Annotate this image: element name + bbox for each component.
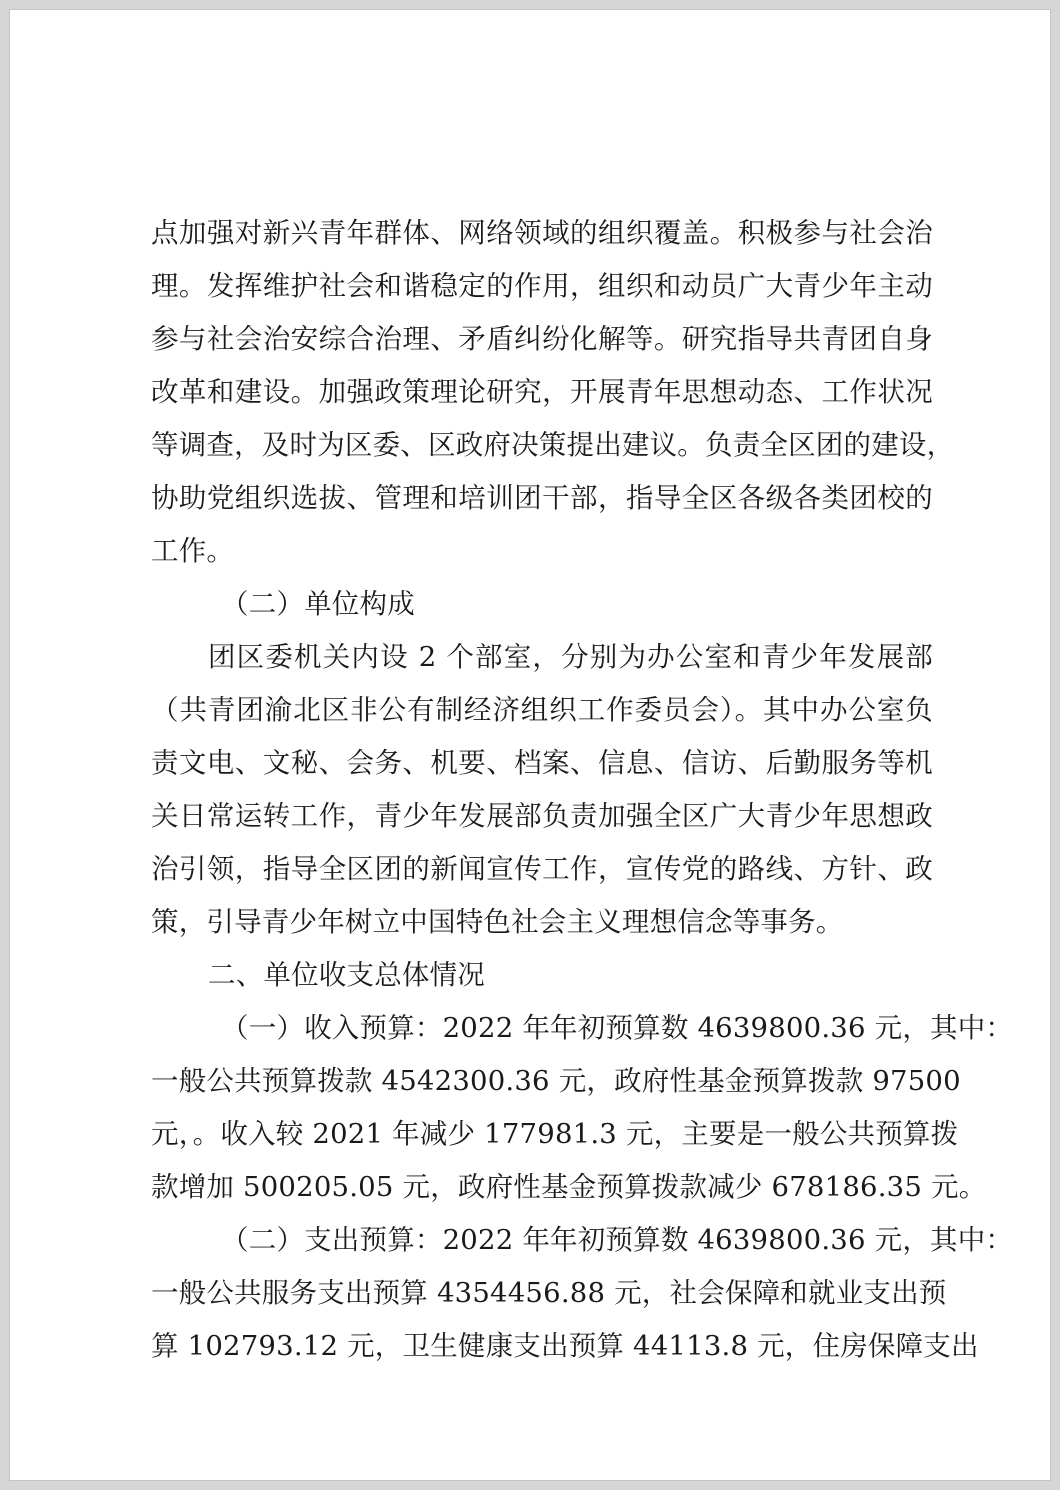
text-line: （二）支出预算：2022 年年初预算数 4639800.36 元，其中： — [221, 1224, 1014, 1256]
text-line: 参与社会治安综合治理、矛盾纠纷化解等。研究指导共青团自身 — [151, 323, 933, 355]
text-line: 一般公共服务支出预算 4354456.88 元，社会保障和就业支出预 — [151, 1277, 947, 1309]
text-line: 关日常运转工作，青少年发展部负责加强全区广大青少年思想政 — [151, 800, 933, 832]
text-line: 责文电、文秘、会务、机要、档案、信息、信访、后勤服务等机 — [151, 747, 933, 779]
text-line: 策，引导青少年树立中国特色社会主义理想信念等事务。 — [151, 906, 844, 938]
text-line: 等调查，及时为区委、区政府决策提出建议。负责全区团的建设， — [151, 429, 955, 461]
text-line: 款增加 500205.05 元，政府性基金预算拨款减少 678186.35 元。 — [151, 1171, 987, 1203]
text-line: 团区委机关内设 2 个部室，分别为办公室和青少年发展部 — [208, 641, 933, 673]
text-line: 治引领，指导全区团的新闻宣传工作，宣传党的路线、方针、政 — [151, 853, 933, 885]
text-line: （共青团渝北区非公有制经济组织工作委员会）。其中办公室负 — [151, 694, 933, 726]
text-line: 算 102793.12 元，卫生健康支出预算 44113.8 元，住房保障支出 — [151, 1330, 979, 1362]
section-heading: 二、单位收支总体情况 — [208, 959, 485, 991]
document-body — [151, 207, 1014, 1373]
text-line: 点加强对新兴青年群体、网络领域的组织覆盖。积极参与社会治 — [151, 217, 933, 249]
section-heading: （二）单位构成 — [221, 588, 415, 620]
text-line: 理。发挥维护社会和谐稳定的作用，组织和动员广大青少年主动 — [151, 270, 933, 302]
text-line: 改革和建设。加强政策理论研究，开展青年思想动态、工作状况 — [151, 376, 933, 408]
text-line: 元，。收入较 2021 年减少 177981.3 元，主要是一般公共预算拨 — [151, 1118, 959, 1150]
text-line: 协助党组织选拔、管理和培训团干部，指导全区各级各类团校的 — [151, 482, 933, 514]
text-line: （一）收入预算：2022 年年初预算数 4639800.36 元，其中： — [221, 1012, 1014, 1044]
document-page — [10, 10, 1050, 1480]
text-line: 一般公共预算拨款 4542300.36 元，政府性基金预算拨款 97500 — [151, 1065, 961, 1097]
text-line: 工作。 — [151, 535, 235, 567]
